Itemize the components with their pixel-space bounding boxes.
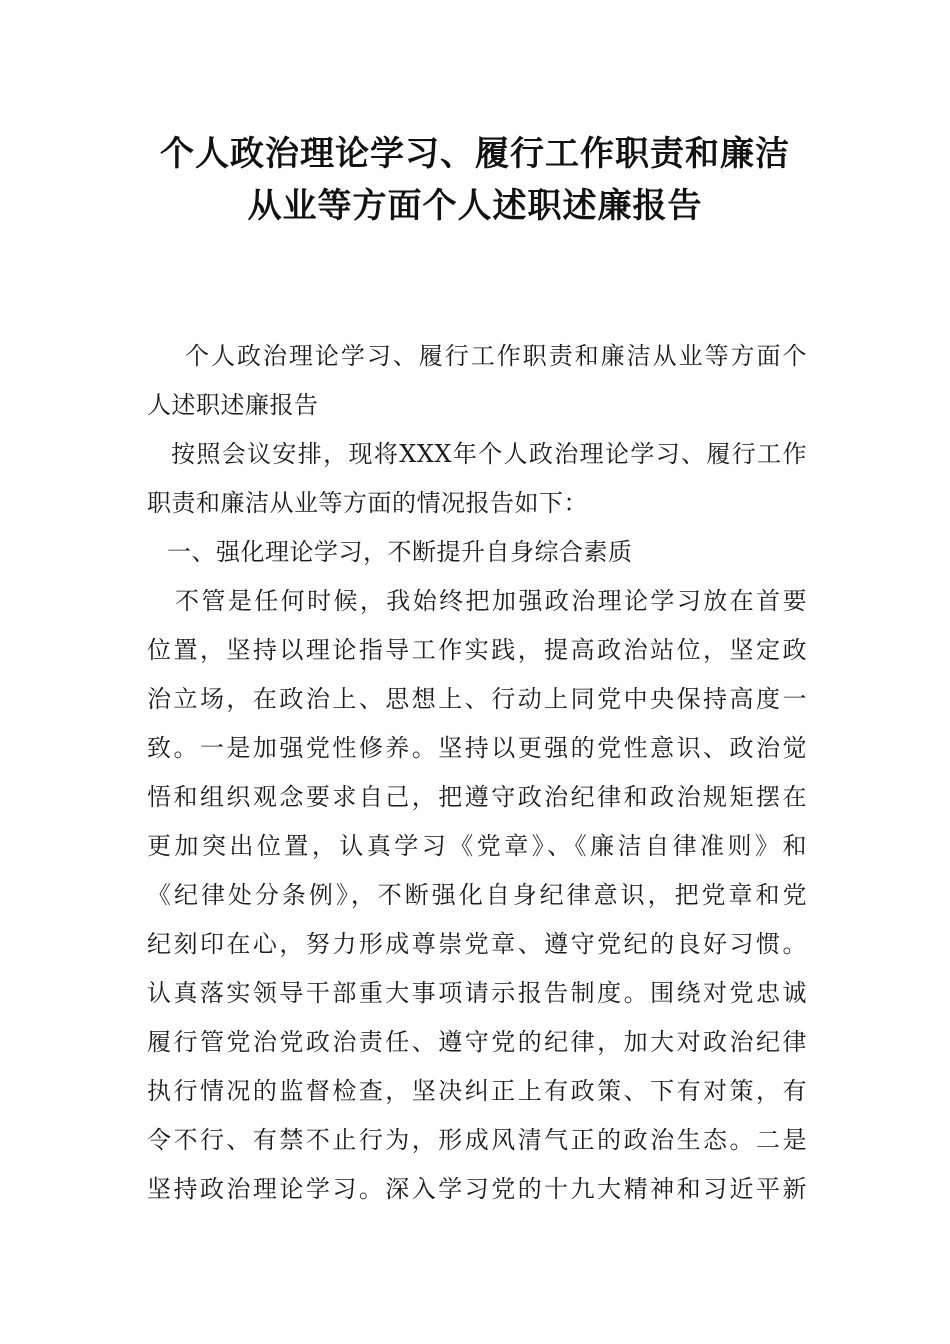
paragraph-line: 执行情况的监督检查，坚决纠正上有政策、下有对策，有 [147,1077,807,1105]
paragraph-line: 悟和组织观念要求自己，把遵守政治纪律和政治规矩摆在 [147,783,807,811]
paragraph-line: 不管是任何时候，我始终把加强政治理论学习放在首要 [175,587,807,615]
paragraph-line: 致。一是加强党性修养。坚持以更强的党性意识、政治觉 [147,734,807,762]
paragraph-line: 个人政治理论学习、履行工作职责和廉洁从业等方面个 [185,342,807,370]
paragraph-line: 按照会议安排，现将XXX年个人政治理论学习、履行工作 [171,440,807,468]
title-line-1: 个人政治理论学习、履行工作职责和廉洁 [160,134,790,174]
paragraph-line: 更加突出位置，认真学习《党章》、《廉洁自律准则》和 [147,832,807,860]
paragraph-line: 《纪律处分条例》，不断强化自身纪律意识，把党章和党 [147,881,807,909]
paragraph-line: 治立场，在政治上、思想上、行动上同党中央保持高度一 [147,685,807,713]
paragraph-line: 履行管党治党政治责任、遵守党的纪律，加大对政治纪律 [147,1028,807,1056]
paragraph-line: 认真落实领导干部重大事项请示报告制度。围绕对党忠诚 [147,979,807,1007]
document-body [147,332,807,1214]
paragraph-line: 位置，坚持以理论指导工作实践，提高政治站位，坚定政 [147,636,807,664]
section-heading: 一、强化理论学习，不断提升自身综合素质 [167,538,633,566]
paragraph-line: 人述职述廉报告 [147,391,319,419]
title-line-2: 从业等方面个人述职述廉报告 [247,186,703,226]
paragraph-line: 职责和廉洁从业等方面的情况报告如下： [147,489,588,517]
paragraph-line: 令不行、有禁不止行为，形成风清气正的政治生态。二是 [147,1126,807,1154]
paragraph-line: 坚持政治理论学习。深入学习党的十九大精神和习近平新 [147,1175,807,1203]
document-title [0,128,950,232]
paragraph-line: 纪刻印在心，努力形成尊崇党章、遵守党纪的良好习惯。 [147,930,807,958]
